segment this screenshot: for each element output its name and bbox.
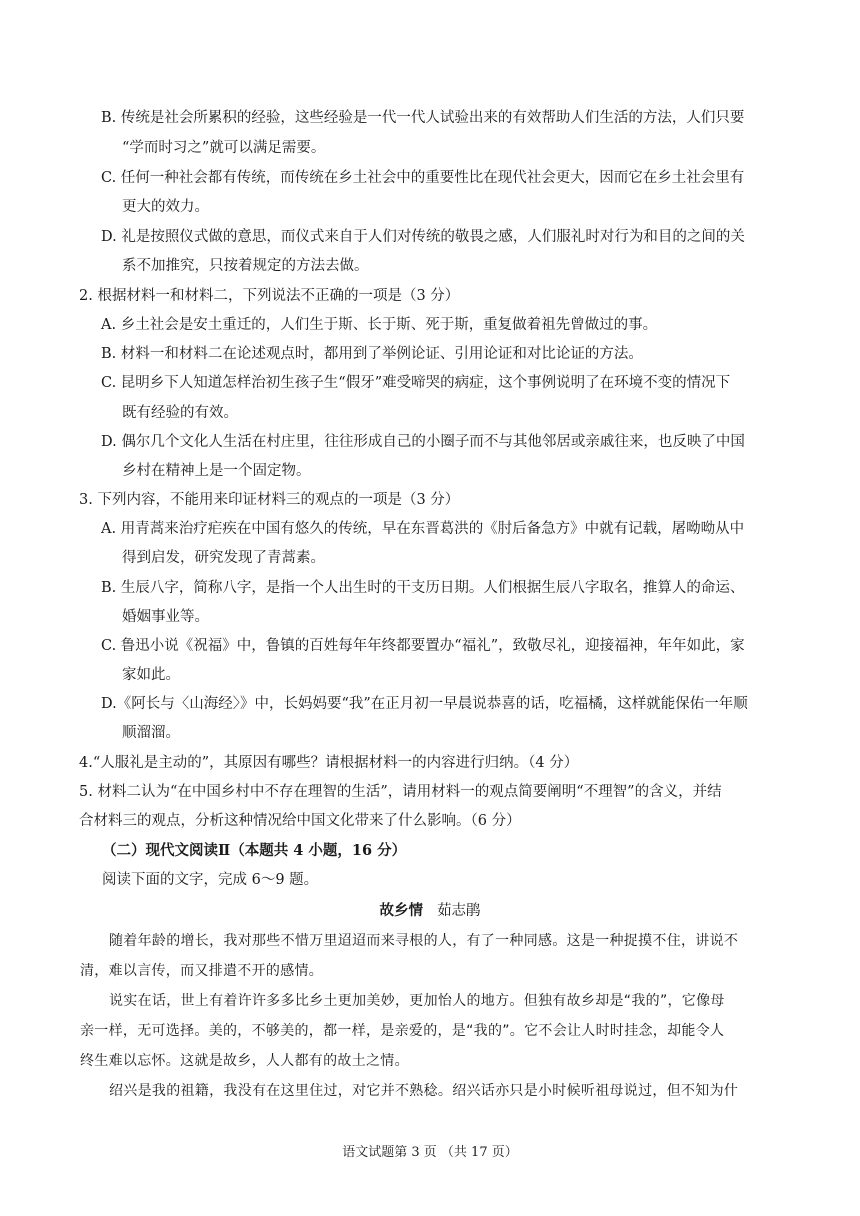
- q3-option-d: D.《阿长与〈山海经〉》中，长妈妈要“我”在正月初一早晨说恭喜的话，吃福橘，这样就能保佑一年顺: [101, 696, 748, 712]
- question-3: 3. 下列内容，不能用来印证材料三的观点的一项是（3 分）: [79, 492, 460, 508]
- question-5: 5. 材料二认为“在中国乡村中不存在理智的生活”，请用材料一的观点简要阐明“不理智”的含义，并结: [79, 784, 722, 800]
- question-2: 2. 根据材料一和材料二，下列说法不正确的一项是（3 分）: [79, 288, 460, 304]
- q3-option-c: C. 鲁迅小说《祝福》中，鲁镇的百姓每年年终都要置办“福礼”，致敬尽礼，迎接福神，年年如此，家: [101, 638, 745, 654]
- q2-option-b: B. 材料一和材料二在论述观点时，都用到了举例论证、引用论证和对比论证的方法。: [101, 346, 643, 362]
- q2-option-d: D. 偶尔几个文化人生活在村庄里，往往形成自己的小圈子而不与其他邻居或亲戚往来，也反映了中国: [101, 434, 745, 450]
- q3-option-b-cont: 婚姻事业等。: [122, 609, 209, 625]
- q3-option-d-cont: 顺溜溜。: [122, 725, 180, 741]
- q2-option-a: A. 乡土社会是安土重迁的，人们生于斯、长于斯、死于斯，重复做着祖先曾做过的事。: [101, 317, 658, 333]
- paragraph-3: 绍兴是我的祖籍，我没有在这里住过，对它并不熟稔。绍兴话亦只是小时候听祖母说过，但不知为什: [109, 1083, 739, 1099]
- article-title-text: 故乡情: [379, 902, 423, 919]
- page-footer: 语文试题第 3 页 （共 17 页）: [342, 1145, 518, 1160]
- option-2b-cont: “学而时习之”就可以满足需要。: [122, 140, 326, 156]
- paragraph-2: 说实在话，世上有着许许多多比乡土更加美妙，更加怡人的地方。但独有故乡却是“我的”，它像母: [109, 993, 725, 1009]
- question-5-cont: 合材料三的观点，分析这种情况给中国文化带来了什么影响。（6 分）: [79, 813, 521, 829]
- article-title: [0, 901, 860, 921]
- paragraph-1: 随着年龄的增长，我对那些不惜万里迢迢而来寻根的人，有了一种同感。这是一种捉摸不住，讲说不: [109, 933, 739, 949]
- paragraph-2-cont2: 终生难以忘怀。这就是故乡，人人都有的故土之情。: [80, 1053, 409, 1069]
- q2-option-d-cont: 乡村在精神上是一个固定物。: [122, 463, 311, 479]
- q3-option-c-cont: 家如此。: [122, 667, 180, 683]
- q3-option-a-cont: 得到启发，研究发现了青蒿素。: [122, 550, 325, 566]
- q2-option-c-cont: 既有经验的有效。: [122, 405, 238, 421]
- option-2d: D. 礼是按照仪式做的意思，而仪式来自于人们对传统的敬畏之感，人们服礼时对行为和目的之间的关: [101, 229, 745, 245]
- paragraph-2-cont: 亲一样，无可选择。美的，不够美的，都一样，是亲爱的，是“我的”。它不会让人时时挂念，却能令人: [80, 1023, 725, 1039]
- q3-option-a: A. 用青蒿来治疗疟疾在中国有悠久的传统，早在东晋葛洪的《肘后备急方》中就有记载，屠呦呦从中: [101, 521, 745, 537]
- option-2c-cont: 更大的效力。: [122, 199, 209, 215]
- q2-option-c: C. 昆明乡下人知道怎样治初生孩子生“假牙”难受啼哭的病症，这个事例说明了在环境不变的情况下: [101, 375, 731, 391]
- option-2c: C. 任何一种社会都有传统，而传统在乡土社会中的重要性比在现代社会更大，因而它在乡土社会里有: [101, 170, 745, 186]
- reading-instruction: 阅读下面的文字，完成 6～9 题。: [102, 872, 319, 888]
- option-2d-cont: 系不加推究，只按着规定的方法去做。: [122, 258, 369, 274]
- article-author: 茹志鹃: [437, 903, 481, 919]
- q3-option-b: B. 生辰八字，简称八字，是指一个人出生时的干支历日期。人们根据生辰八字取名，推算人的命运、: [101, 580, 745, 596]
- paragraph-1-cont: 清，难以言传，而又排遣不开的感情。: [80, 963, 324, 979]
- section-heading: （二）现代文阅读Ⅱ（本题共 4 小题，16 分）: [102, 842, 407, 859]
- option-2b: B. 传统是社会所累积的经验，这些经验是一代一代人试验出来的有效帮助人们生活的方法，人们只要: [101, 110, 745, 126]
- question-4: 4.“人服礼是主动的”，其原因有哪些？请根据材料一的内容进行归纳。（4 分）: [79, 755, 579, 771]
